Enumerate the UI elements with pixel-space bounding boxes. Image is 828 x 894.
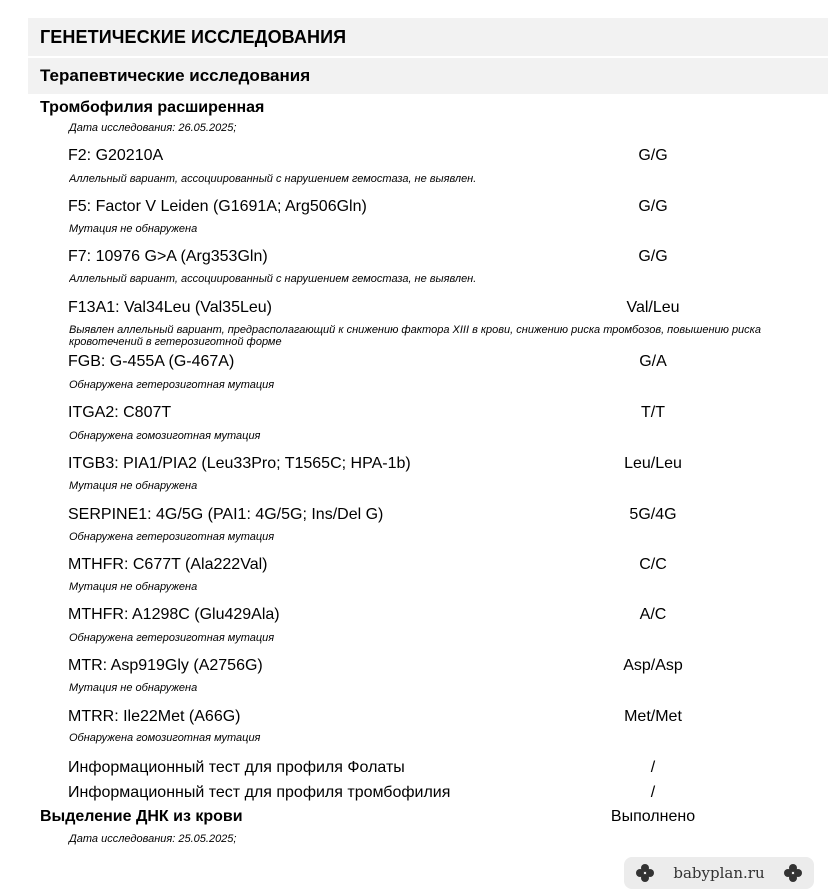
test-comment: Выявлен аллельный вариант, предрасполагающий к снижению фактора XIII в крови, снижению риска тромбозов, повышению риска кровотечений в гетерозиготной форме: [69, 324, 761, 348]
section-subheading: Терапевтические исследования: [40, 66, 311, 85]
test-name: MTHFR: A1298C (Glu429Ala): [68, 606, 280, 623]
test-comment: Мутация не обнаружена: [69, 480, 198, 492]
test-name: SERPINE1: 4G/5G (PAI1: 4G/5G; Ins/Del G): [68, 506, 384, 523]
test-result: G/G: [638, 248, 668, 265]
test-name: MTHFR: C677T (Ala222Val): [68, 556, 268, 573]
watermark-text: babyplan.ru: [673, 864, 765, 882]
test-comment: Обнаружена гетерозиготная мутация: [69, 632, 275, 644]
test-name: F5: Factor V Leiden (G1691A; Arg506Gln): [68, 198, 367, 215]
test-name: F7: 10976 G>A (Arg353Gln): [68, 248, 268, 265]
test-name: F13A1: Val34Leu (Val35Leu): [68, 299, 272, 316]
clover-icon: [636, 864, 654, 882]
test-result: Met/Met: [624, 708, 682, 725]
test-comment: Обнаружена гетерозиготная мутация: [69, 531, 275, 543]
test-result: T/T: [641, 404, 665, 421]
test-name: ITGB3: PIA1/PIA2 (Leu33Pro; T1565C; HPA-1b): [68, 455, 411, 472]
test-result: G/G: [638, 147, 668, 164]
test-result: Val/Leu: [626, 299, 680, 316]
test-name: ITGA2: C807T: [68, 404, 172, 421]
section-date-thrombophilia: Дата исследования: 26.05.2025;: [69, 122, 237, 134]
test-result: C/C: [639, 556, 667, 573]
test-name: FGB: G-455A (G-467A): [68, 353, 235, 370]
info-test-result: /: [650, 784, 656, 801]
test-result: G/A: [639, 353, 667, 370]
test-comment: Обнаружена гетерозиготная мутация: [69, 379, 275, 391]
section-title-thrombophilia: Тромбофилия расширенная: [40, 99, 265, 116]
section-result-dna: Выполнено: [610, 808, 696, 825]
section-title-dna: Выделение ДНК из крови: [40, 808, 243, 825]
test-result: A/C: [639, 606, 667, 623]
watermark: [624, 857, 814, 889]
test-result: Leu/Leu: [624, 455, 682, 472]
test-result: G/G: [638, 198, 668, 215]
clover-icon: [784, 864, 802, 882]
test-comment: Обнаружена гомозиготная мутация: [69, 732, 261, 744]
test-comment: Мутация не обнаружена: [69, 223, 198, 235]
test-comment: Аллельный вариант, ассоциированный с нарушением гемостаза, не выявлен.: [69, 173, 477, 185]
test-comment: Мутация не обнаружена: [69, 581, 198, 593]
test-comment: Мутация не обнаружена: [69, 682, 198, 694]
test-result: 5G/4G: [629, 506, 677, 523]
test-name: MTRR: Ile22Met (A66G): [68, 708, 241, 725]
info-test-result: /: [650, 759, 656, 776]
test-comment: Обнаружена гомозиготная мутация: [69, 430, 261, 442]
test-result: Asp/Asp: [623, 657, 683, 674]
page-heading: ГЕНЕТИЧЕСКИЕ ИССЛЕДОВАНИЯ: [40, 27, 347, 47]
test-comment: Аллельный вариант, ассоциированный с нарушением гемостаза, не выявлен.: [69, 273, 477, 285]
test-name: F2: G20210A: [68, 147, 164, 164]
info-test-name: Информационный тест для профиля Фолаты: [68, 759, 405, 776]
test-name: MTR: Asp919Gly (A2756G): [68, 657, 263, 674]
info-test-name: Информационный тест для профиля тромбофилия: [68, 784, 451, 801]
section-date-dna: Дата исследования: 25.05.2025;: [69, 833, 237, 845]
